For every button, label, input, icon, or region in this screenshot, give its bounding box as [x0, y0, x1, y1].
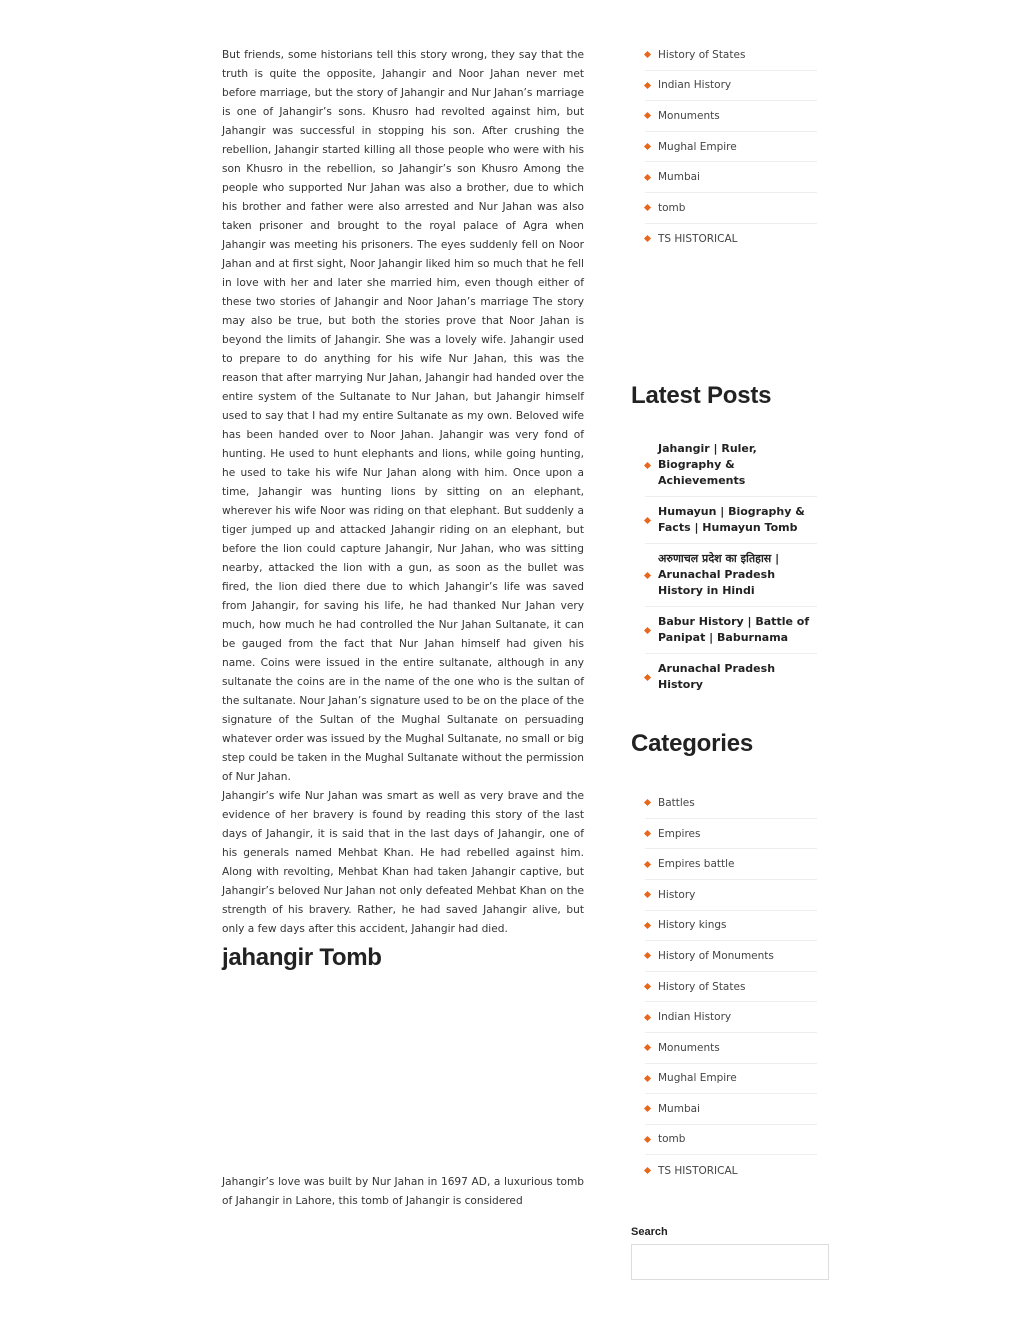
diamond-bullet-icon [644, 922, 651, 929]
category-link[interactable]: Mughal Empire [645, 1064, 817, 1095]
diamond-bullet-icon [644, 983, 651, 990]
latest-posts-list [645, 434, 817, 700]
category-link[interactable]: History kings [645, 911, 817, 942]
diamond-bullet-icon [644, 1075, 651, 1082]
article-content [222, 46, 584, 1211]
category-link[interactable]: History of States [645, 40, 817, 71]
category-link[interactable]: Empires [645, 819, 817, 850]
diamond-bullet-icon [644, 1105, 651, 1112]
sidebar [631, 40, 831, 1280]
category-link[interactable]: tomb [645, 193, 817, 224]
article-paragraph: Jahangir’s love was built by Nur Jahan in 1697 AD, a luxurious tomb of Jahangir in Lahore, this tomb of Jahangir is considered [222, 1176, 584, 1207]
category-link[interactable]: TS HISTORICAL [645, 224, 817, 255]
diamond-bullet-icon [644, 830, 651, 837]
diamond-bullet-icon [644, 462, 651, 469]
category-link[interactable]: Monuments [645, 101, 817, 132]
embedded-media-placeholder [222, 975, 584, 1173]
search-label: Search [631, 1225, 668, 1238]
diamond-bullet-icon [644, 174, 651, 181]
category-list-top [645, 40, 817, 254]
category-link[interactable]: Mumbai [645, 162, 817, 193]
diamond-bullet-icon [644, 1167, 651, 1174]
post-link[interactable]: Jahangir | Ruler, Biography & Achievements [645, 434, 817, 497]
categories-title: Categories [631, 730, 754, 758]
diamond-bullet-icon [644, 891, 651, 898]
post-link[interactable]: Babur History | Battle of Panipat | Baburnama [645, 607, 817, 654]
section-heading: jahangir Tomb [222, 944, 382, 971]
category-link[interactable]: History of States [645, 972, 817, 1003]
category-link[interactable]: Mumbai [645, 1094, 817, 1125]
categories-list [645, 788, 817, 1186]
category-link[interactable]: Indian History [645, 1002, 817, 1033]
category-link[interactable]: tomb [645, 1125, 817, 1156]
diamond-bullet-icon [644, 517, 651, 524]
diamond-bullet-icon [644, 143, 651, 150]
category-link[interactable]: Monuments [645, 1033, 817, 1064]
latest-posts-title: Latest Posts [631, 382, 772, 410]
diamond-bullet-icon [644, 235, 651, 242]
diamond-bullet-icon [644, 82, 651, 89]
post-link[interactable]: Arunachal Pradesh History [645, 654, 817, 700]
diamond-bullet-icon [644, 627, 651, 634]
article-paragraph: Jahangir’s wife Nur Jahan was smart as well as very brave and the evidence of her bravery is found by reading this story of the last days of Jahangir, it is said that in the last days of Jahangir, one of his generals named Mehbat Khan. He had rebelled against him. Along with revolting, Mehbat Khan had taken Jahangir captive, but Jahangir’s beloved Nur Jahan not only defeated Mehbat Khan on the strength of his bravery. Rather, he had saved Jahangir alive, but only a few days after this accident, Jahangir had died. [222, 790, 584, 935]
diamond-bullet-icon [644, 799, 651, 806]
diamond-bullet-icon [644, 861, 651, 868]
category-link[interactable]: Empires battle [645, 849, 817, 880]
category-link[interactable]: History [645, 880, 817, 911]
diamond-bullet-icon [644, 674, 651, 681]
diamond-bullet-icon [644, 1014, 651, 1021]
category-link[interactable]: History of Monuments [645, 941, 817, 972]
diamond-bullet-icon [644, 572, 651, 579]
search-input[interactable] [631, 1244, 829, 1280]
category-link[interactable]: TS HISTORICAL [645, 1155, 817, 1186]
diamond-bullet-icon [644, 1136, 651, 1143]
category-link[interactable]: Indian History [645, 71, 817, 102]
diamond-bullet-icon [644, 51, 651, 58]
article-paragraph: But friends, some historians tell this story wrong, they say that the truth is quite the opposite, Jahangir and Noor Jahan never met before marriage, but the story of Jahangir and Nur Jahan’s marriage is one of Jahangir’s sons. Khusro had revolted against him, but Jahangir was successful in stopping his son. After crushing the rebellion, Jahangir started killing all those people who were with his son Khusro in the rebellion, so Jahangir’s son Khusro Among the people who supported Nur Jahan was also a brother, due to which his brother and father were also arrested and Nur Jahan was also taken prisoner and brought to the royal palace of Agra when Jahangir was meeting his prisoners. The eyes suddenly fell on Noor Jahan and at first sight, Noor Jahangir liked him so much that he fell in love with her and later she married him, even though either of these two stories of Jahangir and Noor Jahan’s marriage The story may also be true, but both the stories prove that Noor Jahan is beyond the limits of Jahangir. She was a lovely wife. Jahangir used to prepare to do anything for his wife Nur Jahan, this was the reason that after marrying Nur Jahan, Jahangir had handed over the entire system of the Sultanate to Nur Jahan, but Jahangir himself used to say that I had my entire Sultanate as my own. Beloved wife has been handed over to Noor Jahan. Jahangir was very fond of hunting. He used to hunt elephants and lions, while going hunting, he used to take his wife Nur Jahan along with him. Once upon a time, Jahangir was hunting lions by sitting on an elephant, wherever his wife Noor was riding on that elephant. But suddenly a tiger jumped up and attacked Jahangir riding on an elephant, but before the lion could capture Jahangir, Nur Jahan, who was sitting nearby, attacked the lion with a gun, as soon as the bullet was fired, the lion died there due to which Jahangir’s life was saved from Jahangir, for saving his life, he had thanked Nur Jahan very much, how much he had controlled the Nur Jahan Sultanate, it can be gauged from the fact that Nur Jahan himself had given his name. Coins were issued in the entire sultanate, although in any sultanate the coins are in the name of the one who is the sultan of the sultanate. Nour Jahan’s signature used to be on the place of the signature of the Sultan of the Mughal Sultanate on persuading whatever order was issued by the Mughal Sultanate, no small or big step could be taken in the Mughal Sultanate without the permission of Nur Jahan. [222, 49, 584, 783]
diamond-bullet-icon [644, 1044, 651, 1051]
post-link[interactable]: Humayun | Biography & Facts | Humayun Tomb [645, 497, 817, 544]
post-link[interactable]: अरुणाचल प्रदेश का इतिहास | Arunachal Pradesh History in Hindi [645, 544, 817, 607]
diamond-bullet-icon [644, 952, 651, 959]
category-link[interactable]: Mughal Empire [645, 132, 817, 163]
diamond-bullet-icon [644, 112, 651, 119]
category-link[interactable]: Battles [645, 788, 817, 819]
diamond-bullet-icon [644, 204, 651, 211]
